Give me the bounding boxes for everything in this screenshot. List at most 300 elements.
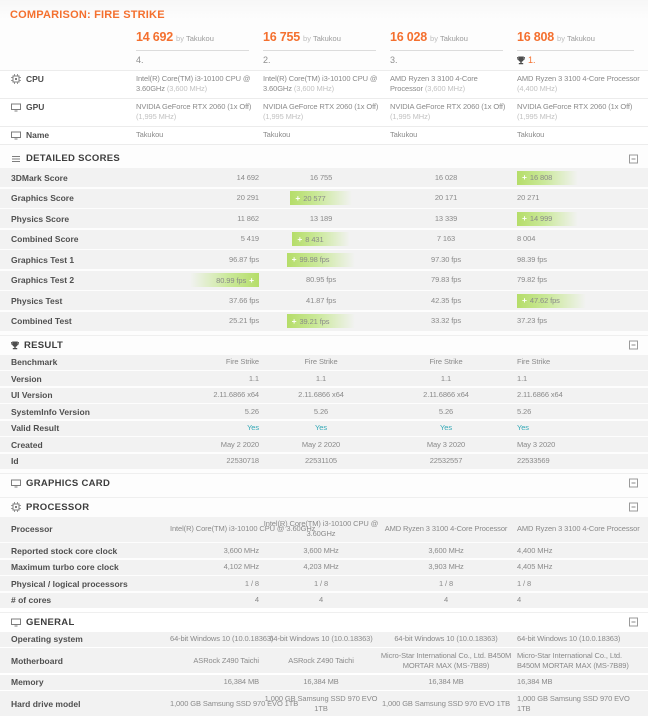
table-cell — [170, 456, 262, 466]
rank-number: 4. — [136, 55, 144, 65]
table-cell — [262, 390, 380, 400]
table-row — [0, 388, 648, 403]
collapse-icon[interactable] — [629, 479, 638, 488]
cell-value: 20 291 — [237, 193, 259, 202]
hardware-value — [136, 130, 263, 140]
table-cell — [170, 273, 262, 287]
cell-value: Micro-Star International Co., Ltd. B450M MORTAR MAX (MS-7B89) — [381, 651, 511, 670]
cell-value: Fire Strike — [517, 357, 550, 366]
table-cell — [512, 390, 648, 400]
section-title: GRAPHICS CARD — [26, 478, 110, 489]
result-column-header — [136, 28, 263, 70]
best-plus-icon: + — [297, 234, 302, 244]
table-cell — [262, 296, 380, 306]
row-label: 3DMark Score — [0, 173, 170, 183]
table-cell — [262, 191, 380, 205]
cell-value: Yes — [315, 423, 327, 432]
cell-value: 7 163 — [437, 234, 455, 243]
cell-value: 16,384 MB — [303, 677, 338, 686]
section-header-general[interactable] — [0, 613, 648, 632]
table-row — [0, 593, 648, 608]
row-label: Operating system — [0, 634, 170, 644]
hardware-value-main: NVIDIA GeForce RTX 2060 (1x Off) — [390, 102, 505, 111]
cell-value: Fire Strike — [429, 357, 462, 366]
table-cell — [512, 193, 648, 203]
table-row — [0, 421, 648, 436]
cell-value: 5.26 — [245, 407, 259, 416]
table-cell — [380, 651, 512, 671]
table-cell — [262, 546, 380, 556]
table-cell — [512, 171, 648, 185]
table-cell — [512, 294, 648, 308]
best-value-highlight — [292, 232, 349, 246]
rank-line — [136, 51, 259, 70]
hardware-value-main: AMD Ryzen 3 3100 4-Core Processor — [390, 74, 478, 93]
hardware-value-clock: (1,995 MHz) — [390, 112, 430, 121]
cell-value: May 3 2020 — [517, 440, 555, 449]
cell-value: Micro-Star International Co., Ltd. B450M MORTAR MAX (MS-7B89) — [517, 651, 629, 670]
table-cell — [170, 374, 262, 384]
rank-line — [263, 51, 386, 70]
cell-value: 3,600 MHz — [224, 546, 259, 555]
trophy-icon — [11, 341, 19, 350]
cell-value: 2.11.6866 x64 — [213, 390, 259, 399]
row-label: Graphics Test 1 — [0, 255, 170, 265]
table-cell — [512, 255, 648, 265]
table-cell — [380, 390, 512, 400]
section-header-detailed-scores[interactable] — [0, 149, 648, 168]
table-cell — [170, 595, 262, 605]
collapse-icon[interactable] — [629, 618, 638, 627]
table-cell — [512, 456, 648, 466]
table-cell — [512, 694, 648, 714]
row-label: Physics Test — [0, 296, 170, 306]
table-cell — [380, 275, 512, 285]
cell-value: 22532557 — [430, 456, 463, 465]
cell-value: 25.21 fps — [229, 316, 259, 325]
cpu-icon — [11, 74, 21, 84]
table-row — [0, 271, 648, 290]
best-plus-icon: + — [295, 193, 300, 203]
cell-value: 1.1 — [441, 374, 451, 383]
cell-value: 3,600 MHz — [303, 546, 338, 555]
cell-value: 39.21 fps — [299, 317, 329, 326]
cell-value: 5.26 — [439, 407, 453, 416]
hardware-row-label — [0, 74, 136, 94]
table-cell — [262, 562, 380, 572]
cpu-icon — [11, 502, 21, 512]
best-value-highlight — [290, 191, 351, 205]
table-row — [0, 517, 648, 542]
section-header-result[interactable] — [0, 336, 648, 355]
table-row — [0, 560, 648, 575]
row-label: UI Version — [0, 390, 170, 400]
cell-value: 3,903 MHz — [428, 562, 463, 571]
user-link[interactable]: Takukou — [440, 34, 468, 43]
section-header-graphics-card[interactable] — [0, 474, 648, 493]
hardware-value-clock: (1,995 MHz) — [136, 112, 176, 121]
monitor-icon — [11, 617, 21, 627]
result-column-header — [263, 28, 390, 70]
cell-value: Yes — [517, 423, 529, 432]
result-score-link[interactable]: 16 808 — [517, 30, 554, 44]
hardware-value-main: Takukou — [136, 130, 163, 139]
table-cell — [262, 374, 380, 384]
section-title: DETAILED SCORES — [26, 153, 120, 164]
rank-line — [517, 51, 644, 70]
table-cell — [512, 440, 648, 450]
table-cell — [380, 423, 512, 433]
cell-value: May 2 2020 — [302, 440, 340, 449]
cell-value: 64-bit Windows 10 (10.0.18363) — [394, 634, 497, 643]
hardware-value-clock: (3,600 MHz) — [167, 84, 207, 93]
score-line — [136, 28, 259, 46]
table-cell — [170, 634, 262, 644]
cell-value: 5.26 — [517, 407, 531, 416]
cell-value: 16 028 — [435, 173, 457, 182]
table-row — [0, 168, 648, 187]
table-cell — [512, 423, 648, 433]
table-cell — [380, 214, 512, 224]
table-cell — [170, 407, 262, 417]
table-cell — [380, 407, 512, 417]
cell-value: 3,600 MHz — [428, 546, 463, 555]
table-cell — [170, 390, 262, 400]
hardware-row-label — [0, 130, 136, 140]
table-cell — [170, 234, 262, 244]
cell-value: 64-bit Windows 10 (10.0.18363) — [170, 634, 273, 643]
cell-value: 16 808 — [530, 173, 552, 182]
table-cell — [170, 296, 262, 306]
table-cell — [262, 314, 380, 328]
result-score-link[interactable]: 14 692 — [136, 30, 173, 44]
cell-value: 1,000 GB Samsung SSD 970 EVO 1TB — [265, 694, 378, 713]
table-cell — [512, 212, 648, 226]
cell-value: 13 339 — [435, 214, 457, 223]
row-label: SystemInfo Version — [0, 407, 170, 417]
table-cell — [512, 579, 648, 589]
table-cell — [262, 173, 380, 183]
table-cell — [380, 677, 512, 687]
table-cell — [380, 357, 512, 367]
user-link[interactable]: Takukou — [313, 34, 341, 43]
row-label: Name — [26, 130, 49, 140]
cell-value: 4 — [517, 595, 521, 604]
row-label: Combined Test — [0, 316, 170, 326]
table-cell — [262, 407, 380, 417]
cell-value: 11 862 — [237, 214, 259, 223]
table-cell — [170, 357, 262, 367]
score-line — [263, 28, 386, 46]
table-cell — [512, 524, 648, 534]
user-link[interactable]: Takukou — [186, 34, 214, 43]
cell-value: 20 577 — [303, 194, 325, 203]
cell-value: 64-bit Windows 10 (10.0.18363) — [269, 634, 372, 643]
table-cell — [262, 253, 380, 267]
cell-value: 2.11.6866 x64 — [298, 390, 344, 399]
table-cell — [512, 546, 648, 556]
table-cell — [262, 677, 380, 687]
hardware-value-main: Takukou — [263, 130, 290, 139]
table-cell — [512, 562, 648, 572]
page-title: COMPARISON: FIRE STRIKE — [10, 9, 165, 21]
table-row — [0, 250, 648, 269]
cell-value: 5 419 — [241, 234, 259, 243]
cell-value: 16,384 MB — [517, 677, 552, 686]
cell-value: 5.26 — [314, 407, 328, 416]
table-cell — [380, 595, 512, 605]
table-cell — [170, 699, 262, 709]
hardware-value — [517, 74, 648, 94]
table-row — [0, 291, 648, 310]
cell-value: Yes — [440, 423, 452, 432]
cell-value: Yes — [247, 423, 259, 432]
cell-value: 4 — [444, 595, 448, 604]
table-row — [0, 576, 648, 591]
table-cell — [512, 651, 648, 671]
cell-value: 14 999 — [530, 214, 552, 223]
trophy-icon — [517, 56, 525, 65]
row-label: Combined Score — [0, 234, 170, 244]
monitor-icon — [11, 102, 21, 112]
result-column-header — [517, 28, 648, 70]
hardware-value — [390, 74, 517, 94]
table-cell — [262, 214, 380, 224]
cell-value: 2.11.6866 x64 — [423, 390, 469, 399]
table-cell — [512, 634, 648, 644]
row-label: Reported stock core clock — [0, 546, 170, 556]
table-cell — [170, 677, 262, 687]
row-label: Graphics Score — [0, 193, 170, 203]
result-column-header — [390, 28, 517, 70]
row-label: Graphics Test 2 — [0, 275, 170, 285]
hardware-row — [0, 99, 648, 127]
best-plus-icon: + — [292, 316, 297, 326]
table-cell — [380, 456, 512, 466]
section-title: RESULT — [24, 340, 63, 351]
section-result — [0, 335, 648, 469]
row-label: Created — [0, 440, 170, 450]
collapse-icon[interactable] — [629, 154, 638, 163]
hardware-value — [263, 102, 390, 122]
hardware-value — [390, 102, 517, 122]
hardware-value — [136, 102, 263, 122]
table-cell — [170, 546, 262, 556]
cell-value: 79.83 fps — [431, 275, 461, 284]
table-cell — [512, 357, 648, 367]
cell-value: 20 271 — [517, 193, 539, 202]
monitor-icon — [11, 130, 21, 140]
cell-value: 1.1 — [517, 374, 527, 383]
table-cell — [380, 634, 512, 644]
table-cell — [170, 173, 262, 183]
cell-value: 99.98 fps — [299, 255, 329, 264]
row-label: Maximum turbo core clock — [0, 562, 170, 572]
cell-value: 4,102 MHz — [224, 562, 259, 571]
table-cell — [512, 677, 648, 687]
hardware-value-main: Intel(R) Core(TM) i3-10100 CPU @ 3.60GHz — [136, 74, 250, 93]
cell-value: 4,400 MHz — [517, 546, 552, 555]
table-cell — [380, 193, 512, 203]
table-row — [0, 632, 648, 647]
hardware-value — [136, 74, 263, 94]
hardware-value-main: Takukou — [517, 130, 544, 139]
hardware-value-main: NVIDIA GeForce RTX 2060 (1x Off) — [517, 102, 632, 111]
table-cell — [262, 423, 380, 433]
hardware-value — [517, 130, 648, 140]
cell-value: 80.95 fps — [306, 275, 336, 284]
user-link[interactable]: Takukou — [567, 34, 595, 43]
hardware-value-main: NVIDIA GeForce RTX 2060 (1x Off) — [263, 102, 378, 111]
title-band — [0, 0, 648, 19]
row-label: Processor — [0, 524, 170, 534]
row-label: Benchmark — [0, 357, 170, 367]
hardware-value-clock: (4,400 MHz) — [517, 84, 557, 93]
table-cell — [262, 456, 380, 466]
table-cell — [170, 255, 262, 265]
table-row — [0, 437, 648, 452]
best-plus-icon: + — [522, 213, 527, 223]
cell-value: 33.32 fps — [431, 316, 461, 325]
table-cell — [380, 374, 512, 384]
table-cell — [170, 524, 262, 534]
table-cell — [262, 656, 380, 666]
best-plus-icon: + — [522, 295, 527, 305]
row-label: Valid Result — [0, 423, 170, 433]
row-label: GPU — [26, 102, 44, 112]
table-cell — [170, 214, 262, 224]
hardware-value-clock: (1,995 MHz) — [263, 112, 303, 121]
cell-value: 16,384 MB — [428, 677, 463, 686]
result-score-link[interactable]: 16 755 — [263, 30, 300, 44]
best-value-highlight — [287, 314, 356, 328]
section-processor — [0, 497, 648, 608]
cell-value: 8 004 — [517, 234, 535, 243]
cell-value: 14 692 — [237, 173, 259, 182]
cell-value: Intel(R) Core(TM) i3-10100 CPU @ 3.60GHz — [264, 519, 378, 538]
table-cell — [262, 694, 380, 714]
cell-value: 97.30 fps — [431, 255, 461, 264]
collapse-icon[interactable] — [629, 341, 638, 350]
table-cell — [262, 357, 380, 367]
table-row — [0, 230, 648, 249]
sections-container — [0, 149, 648, 716]
rank-number: 2. — [263, 55, 271, 65]
table-cell — [512, 275, 648, 285]
result-score-link[interactable]: 16 028 — [390, 30, 427, 44]
section-header-processor[interactable] — [0, 498, 648, 517]
row-label: Physical / logical processors — [0, 579, 170, 589]
hardware-value-main: NVIDIA GeForce RTX 2060 (1x Off) — [136, 102, 251, 111]
cell-value: 16,384 MB — [224, 677, 259, 686]
collapse-icon[interactable] — [629, 503, 638, 512]
score-line — [517, 28, 644, 46]
table-row — [0, 371, 648, 386]
row-label: CPU — [26, 74, 44, 84]
table-cell — [170, 656, 262, 666]
cell-value: 1,000 GB Samsung SSD 970 EVO 1TB — [170, 699, 298, 708]
cell-value: 22531105 — [305, 456, 337, 465]
cell-value: 47.62 fps — [530, 296, 560, 305]
by-label: by — [430, 34, 438, 43]
cell-value: 4,405 MHz — [517, 562, 552, 571]
table-row — [0, 312, 648, 331]
cell-value: 80.99 fps — [216, 276, 246, 285]
table-cell — [170, 579, 262, 589]
table-cell — [170, 562, 262, 572]
hardware-row — [0, 71, 648, 99]
row-label: Version — [0, 374, 170, 384]
hardware-value — [263, 130, 390, 140]
table-cell — [512, 316, 648, 326]
section-title: GENERAL — [26, 617, 75, 628]
best-value-highlight — [517, 294, 586, 308]
hardware-table — [0, 70, 648, 145]
cell-value: ASRock Z490 Taichi — [288, 656, 354, 665]
cell-value: 98.39 fps — [517, 255, 547, 264]
hardware-value — [517, 102, 648, 122]
cell-value: AMD Ryzen 3 3100 4-Core Processor — [517, 524, 640, 533]
hardware-value — [390, 130, 517, 140]
hardware-row-label — [0, 102, 136, 122]
table-cell — [380, 316, 512, 326]
list-icon — [11, 154, 21, 164]
table-cell — [380, 296, 512, 306]
cell-value: 1.1 — [316, 374, 326, 383]
section-detailed-scores — [0, 149, 648, 331]
cell-value: 4 — [319, 595, 323, 604]
cell-value: 1,000 GB Samsung SSD 970 EVO 1TB — [382, 699, 510, 708]
table-cell — [262, 519, 380, 539]
cell-value: 96.87 fps — [229, 255, 259, 264]
best-value-highlight — [517, 212, 578, 226]
table-cell — [512, 407, 648, 417]
table-cell — [380, 546, 512, 556]
table-cell — [380, 173, 512, 183]
row-label: Motherboard — [0, 656, 170, 666]
cell-value: Fire Strike — [304, 357, 337, 366]
table-cell — [380, 699, 512, 709]
cell-value: 1.1 — [249, 374, 259, 383]
table-cell — [170, 316, 262, 326]
row-label: Hard drive model — [0, 699, 170, 709]
best-plus-icon: + — [249, 275, 254, 285]
table-cell — [262, 579, 380, 589]
hardware-row — [0, 127, 648, 145]
table-cell — [380, 579, 512, 589]
cell-value: May 2 2020 — [221, 440, 259, 449]
cell-value: 1 / 8 — [439, 579, 453, 588]
table-row — [0, 691, 648, 716]
table-cell — [512, 374, 648, 384]
cell-value: 2.11.6866 x64 — [517, 390, 563, 399]
best-value-highlight — [190, 273, 259, 287]
row-label: Id — [0, 456, 170, 466]
cell-value: May 3 2020 — [427, 440, 465, 449]
cell-value: ASRock Z490 Taichi — [193, 656, 259, 665]
best-plus-icon: + — [522, 172, 527, 182]
table-cell — [262, 440, 380, 450]
cell-value: 1 / 8 — [314, 579, 328, 588]
by-label: by — [176, 34, 184, 43]
table-cell — [262, 634, 380, 644]
table-cell — [170, 440, 262, 450]
row-label: Physics Score — [0, 214, 170, 224]
cell-value: 37.66 fps — [229, 296, 259, 305]
cell-value: 4 — [255, 595, 259, 604]
rank-number: 3. — [390, 55, 398, 65]
table-cell — [380, 562, 512, 572]
